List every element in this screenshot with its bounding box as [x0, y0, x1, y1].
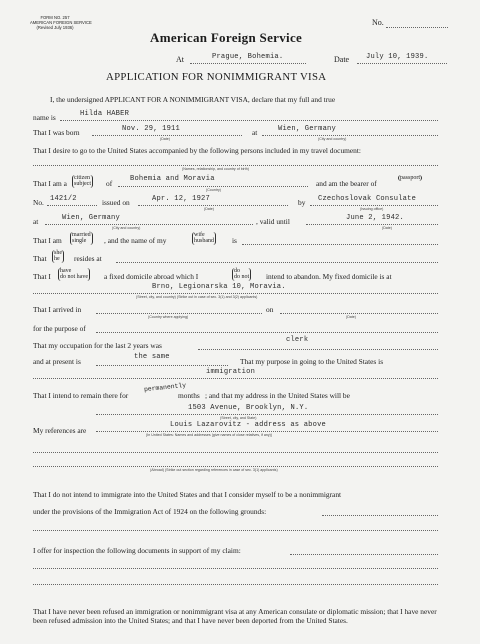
number-line [386, 27, 448, 28]
passport-office-caption: (Issuing office) [360, 207, 384, 211]
resides-line [116, 262, 438, 263]
passport-option-box [398, 175, 422, 181]
occupation-line [198, 349, 438, 350]
citizen-of-label: of [106, 179, 113, 188]
she-option: she [54, 250, 62, 256]
occupation-lead: That my occupation for the last 2 years was [33, 341, 162, 350]
date-line [357, 63, 447, 64]
references-caption: (In United States: Names and addresses (give names of close relatives, if any)) [146, 433, 273, 437]
date-label: Date [334, 55, 350, 64]
resides-options [52, 250, 64, 263]
have-option: have [60, 268, 72, 274]
grounds-extra-line [33, 530, 438, 531]
do-options [232, 268, 251, 281]
passport-issuer-line [310, 205, 438, 206]
references-abroad-caption: (Abroad) (Strike out section regarding references in case of sec. 3(1) applicants) [150, 468, 278, 472]
passport-number: 1421/2 [50, 195, 77, 203]
passport-option: passport [400, 175, 420, 181]
citizen-option: citizen [74, 175, 90, 181]
domicile-caption: (Street, city, and country) (Strike out in case of sec. 3(1) and 3(2) applicants) [136, 295, 258, 299]
form-meta [30, 15, 92, 30]
arrived-date-caption: (Date) [346, 315, 356, 319]
passport-at-label: at [33, 217, 39, 226]
citizen-country: Bohemia and Moravia [130, 175, 215, 183]
accompanied-caption: (Names, relationship, and country of birth) [182, 167, 249, 171]
passport-by-label: by [298, 198, 306, 207]
name-label: name is [33, 113, 56, 122]
remain-tail: ; and that my address in the United States will be [205, 391, 350, 400]
name-value: Hilda HABER [80, 110, 130, 118]
documents-line [290, 554, 438, 555]
have-options [58, 268, 90, 281]
resides-tail: resides at [74, 254, 102, 263]
intent-provisions: under the provisions of the Immigration Act of 1924 on the following grounds: [33, 507, 267, 516]
arrived-country-caption: (Country where applying) [148, 315, 189, 319]
arrived-on-label: on [266, 305, 274, 314]
documents-extra-line-1 [33, 568, 438, 569]
us-address: 1503 Avenue, Brooklyn, N.Y. [188, 404, 309, 412]
marital-is-label: is [232, 236, 237, 245]
passport-no-label: No. [33, 198, 44, 207]
spouse-name-line [242, 244, 438, 245]
grounds-line [322, 515, 438, 516]
born-place-line [262, 135, 438, 136]
born-date: Nov. 29, 1911 [122, 125, 180, 133]
born-at-label: at [252, 128, 258, 137]
citizen-options [72, 175, 93, 188]
date-value: July 10, 1939. [366, 53, 429, 61]
accompanied-line [33, 165, 438, 166]
passport-issued-date: Apr. 12, 1927 [152, 195, 210, 203]
purpose-going-value: immigration [206, 368, 256, 376]
present-line [96, 365, 228, 366]
born-place-caption: (City and country) [318, 137, 347, 141]
references-label: My references are [33, 426, 87, 435]
born-place: Wien, Germany [278, 125, 336, 133]
references-extra-line-2 [33, 466, 438, 467]
passport-date-caption: (Date) [204, 207, 214, 211]
passport-number-line [47, 205, 97, 206]
born-date-caption: (Date) [160, 137, 170, 141]
months-label: months [178, 391, 200, 400]
remain-duration: permanently [143, 381, 187, 394]
service-name-small: AMERICAN FOREIGN SERVICE [30, 19, 92, 25]
marital-options [70, 232, 93, 245]
bearer-text: and am the bearer of [316, 179, 377, 188]
us-address-line [96, 414, 438, 415]
domicile-address-line [33, 293, 438, 294]
arrived-lead: That I arrived in [33, 305, 82, 314]
born-date-line [92, 135, 242, 136]
domicile-mid: a fixed domicile abroad which I [104, 272, 199, 281]
do-not-option: do not [234, 274, 250, 281]
refused-text: That I have never been refused an immigration or nonimmigrant visa at any American consulate or diplomatic mission; that I have never been refused admission into the United States; and that I have never been deported from the United States. [33, 607, 437, 625]
intro-text: I, the undersigned APPLICANT FOR A NONIMMIGRANT VISA, declare that my full and true [50, 95, 336, 104]
form-number: FORM NO. 257 [40, 15, 70, 20]
place-line [190, 63, 306, 64]
intent-text: That I do not intend to immigrate into the United States and that I consider myself to be a nonimmigrant [33, 490, 342, 499]
marital-lead: That I am [33, 236, 62, 245]
do-option: do [234, 268, 240, 274]
remain-lead: That I intend to remain there for [33, 391, 129, 400]
documents-extra-line-2 [33, 584, 438, 585]
place-value: Prague, Bohemia. [212, 53, 284, 61]
passport-valid-line [306, 224, 438, 225]
present-value: the same [134, 353, 170, 361]
passport-city-caption: (City and country) [112, 226, 141, 230]
at-label: At [176, 55, 184, 64]
passport-valid-label: , valid until [256, 217, 290, 226]
form-revision: (Revised July 1936) [36, 24, 74, 30]
us-address-caption: (Street, city, and State) [220, 416, 257, 420]
domicile-address: Brno, Legionarska 10, Moravia. [152, 283, 286, 291]
service-title: American Foreign Service [150, 30, 303, 45]
documents-text: I offer for inspection the following documents in support of my claim: [33, 546, 241, 555]
spouse-options [192, 232, 216, 245]
page-title: APPLICATION FOR NONIMMIGRANT VISA [106, 71, 327, 83]
passport-valid-until: June 2, 1942. [346, 214, 404, 222]
name-line [60, 120, 438, 121]
marital-mid: , and the name of my [104, 236, 167, 245]
passport-valid-caption: (Date) [382, 226, 392, 230]
he-option: he [54, 256, 60, 263]
passport-city: Wien, Germany [62, 214, 120, 222]
subject-option: subject [74, 181, 91, 188]
purpose-line [96, 332, 438, 333]
husband-option: husband [194, 238, 214, 245]
married-option: married [72, 232, 91, 238]
do-not-have-option: do not have [60, 274, 88, 281]
purpose-going-text: That my purpose in going to the United States is [240, 357, 384, 366]
arrived-country-line [96, 313, 262, 314]
purpose-going-line [33, 378, 438, 379]
references-value: Louis Lazarovitz - address as above [170, 421, 326, 429]
references-line [96, 431, 438, 432]
born-label: That I was born [33, 128, 80, 137]
citizen-lead: That I am a [33, 179, 67, 188]
citizen-country-line [118, 186, 308, 187]
passport-city-line [45, 224, 253, 225]
passport-issued-label: issued on [102, 198, 130, 207]
citizen-country-caption: (Country) [206, 188, 221, 192]
domicile-lead: That I [33, 272, 51, 281]
resides-lead: That [33, 254, 47, 263]
passport-issued-line [138, 205, 288, 206]
purpose-label: for the purpose of [33, 324, 86, 333]
domicile-tail: intend to abandon. My fixed domicile is at [266, 272, 392, 281]
accompanied-text: That I desire to go to the United States accompanied by the following persons included in my travel document: [33, 146, 361, 155]
single-option: single [72, 238, 87, 245]
arrived-date-line [280, 313, 438, 314]
wife-option: wife [194, 232, 205, 238]
present-label: and at present is [33, 357, 81, 366]
references-extra-line-1 [33, 452, 438, 453]
passport-issuer: Czechoslovak Consulate [318, 195, 417, 203]
occupation-value: clerk [286, 336, 309, 344]
number-label: No. [372, 18, 384, 27]
